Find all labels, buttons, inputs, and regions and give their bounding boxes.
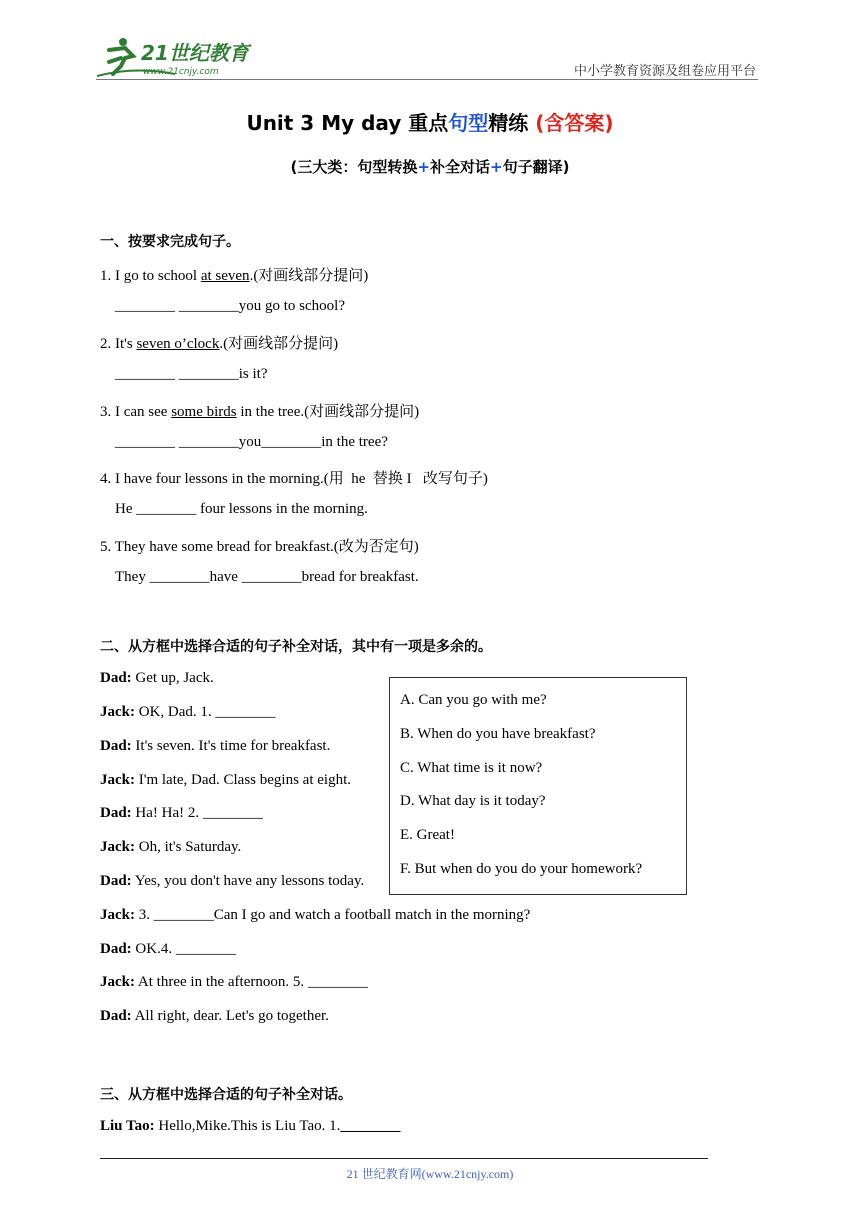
- dialogue-line-9: Dad: OK.4. ________: [100, 941, 236, 957]
- answer-1: ________ ________you go to school?: [115, 298, 345, 314]
- section-2-heading: 二、从方框中选择合适的句子补全对话，其中有一项是多余的。: [100, 639, 492, 655]
- subtitle-part-2: 补全对话: [429, 158, 490, 176]
- site-logo: [95, 36, 260, 78]
- subtitle-part-1: (三大类：句型转换: [290, 158, 418, 176]
- option-f: F. But when do you do your homework?: [400, 861, 643, 877]
- header-divider: [96, 79, 758, 80]
- subtitle-part-3: 句子翻译): [502, 158, 570, 176]
- section-3-heading: 三、从方框中选择合适的句子补全对话。: [100, 1087, 352, 1103]
- subtitle-plus-2: +: [490, 158, 503, 176]
- question-1: 1. I go to school at seven.(对画线部分提问): [100, 268, 369, 284]
- dialogue-line-5: Dad: Ha! Ha! 2. ________: [100, 805, 263, 821]
- question-4: 4. I have four lessons in the morning.(用 he 替换 I 改写句子): [100, 471, 488, 487]
- logo-url-text: www.21cnjy.com: [143, 67, 219, 77]
- option-a: A. Can you go with me?: [400, 692, 547, 708]
- dialogue-line-1: Dad: Get up, Jack.: [100, 670, 214, 686]
- section-3-line-1: Liu Tao: Hello,Mike.This is Liu Tao. 1.________: [100, 1118, 401, 1134]
- title-part-5: (含答案): [535, 111, 614, 135]
- subtitle-plus-1: +: [417, 158, 430, 176]
- question-3: 3. I can see some birds in the tree.(对画线部分提问): [100, 404, 420, 420]
- footer-text: 21 世纪教育网(www.21cnjy.com): [346, 1167, 514, 1181]
- title-part-4: 精练: [488, 111, 536, 135]
- question-2: 2. It's seven o’clock.(对画线部分提问): [100, 336, 339, 352]
- section-1-heading: 一、按要求完成句子。: [100, 234, 240, 250]
- dialogue-line-6: Jack: Oh, it's Saturday.: [100, 839, 242, 855]
- page-subtitle: [0, 156, 860, 177]
- dialogue-line-10: Jack: At three in the afternoon. 5. ________: [100, 974, 368, 990]
- site-tagline: 中小学教育资源及组卷应用平台: [573, 64, 756, 79]
- answer-4: He ________ four lessons in the morning.: [115, 501, 368, 517]
- logo-main-text: 21世纪教育: [141, 41, 249, 65]
- dialogue-line-8: Jack: 3. ________Can I go and watch a football match in the morning?: [100, 907, 531, 923]
- dialogue-line-4: Jack: I'm late, Dad. Class begins at eight.: [100, 772, 351, 788]
- answer-3: ________ ________you________in the tree?: [115, 434, 388, 450]
- answer-2: ________ ________is it?: [115, 366, 268, 382]
- title-part-2: 重点: [408, 111, 449, 135]
- title-part-1: Unit 3 My day: [246, 111, 409, 135]
- title-part-3: 句型: [448, 111, 489, 135]
- page-title: [0, 107, 860, 136]
- question-5: 5. They have some bread for breakfast.(改为否定句): [100, 539, 419, 555]
- dialogue-line-3: Dad: It's seven. It's time for breakfast.: [100, 738, 331, 754]
- option-c: C. What time is it now?: [400, 760, 543, 776]
- dialogue-line-11: Dad: All right, dear. Let's go together.: [100, 1008, 329, 1024]
- option-d: D. What day is it today?: [400, 793, 546, 809]
- answer-5: They ________have ________bread for breakfast.: [115, 569, 419, 585]
- dialogue-line-7: Dad: Yes, you don't have any lessons today.: [100, 873, 365, 889]
- footer-divider: [100, 1158, 708, 1159]
- dialogue-line-2: Jack: OK, Dad. 1. ________: [100, 704, 276, 720]
- option-e: E. Great!: [400, 827, 455, 843]
- option-b: B. When do you have breakfast?: [400, 726, 596, 742]
